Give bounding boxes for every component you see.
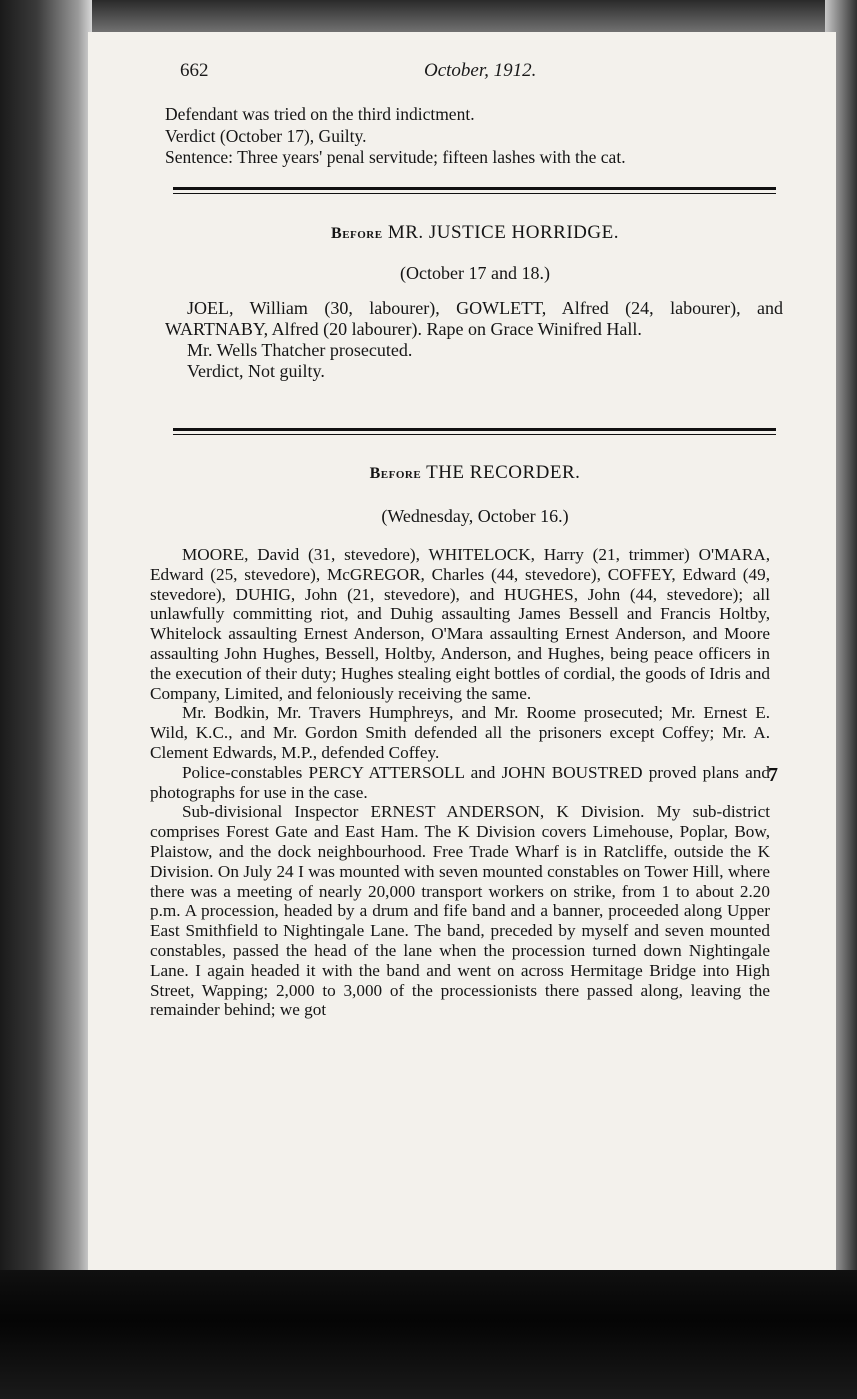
- case-paragraph-4: Sub-divisional Inspector ERNEST ANDERSON, K Division. My sub-district comprises Forest Gate and East Ham. The K Division covers Limehouse, Poplar, Bow, Plaistow, and the dock neighbourhood. Free Trade Wharf is in Ratcliffe, outside the K Division. On July 24 I was mounted with seven mounted constables on Tower Hill, where there was a meeting of nearly 20,000 transport workers on strike, from 1 to about 2.20 p.m. A procession, headed by a drum and fife band and a banner, proceeded along Upper East Smithfield to Nightingale Lane. The band, preceded by myself and seven mounted constables, passed the head of the lane when the procession turned down Nightingale Lane. I again headed it with the band and went on across Hermitage Bridge into High Street, Wapping; 2,000 to 3,000 of the processionists there passed along, leaving the remainder behind; we got: [150, 802, 770, 1020]
- case-joel: [165, 298, 783, 382]
- heading-title-2: THE RECORDER.: [426, 462, 581, 483]
- case-paragraph-2: Mr. Bodkin, Mr. Travers Humphreys, and Mr. Roome prosecuted; Mr. Ernest E. Wild, K.C., and Mr. Gordon Smith defended all the prisoners except Coffey; Mr. A. Clement Edwards, M.P., defended Coffey.: [150, 703, 770, 762]
- top-line-1: Defendant was tried on the third indictment.: [165, 104, 475, 124]
- margin-mark: 7: [768, 764, 778, 786]
- case-paragraph-1: MOORE, David (31, stevedore), WHITELOCK, Harry (21, trimmer) O'MARA, Edward (25, stevedore), McGREGOR, Charles (44, stevedore), COFFEY, Edward (49, stevedore), DUHIG, John (21, stevedore), and HUGHES, John (44, stevedore); all unlawfully committing riot, and Duhig assaulting James Bessell and Francis Holtby, Whitelock assaulting Ernest Anderson, O'Mara assaulting Ernest Anderson, and Moore assaulting John Hughes, Bessell, Holtby, Anderson, and Hughes, being peace officers in the execution of their duty; Hughes stealing eight bottles of cordial, the goods of Idris and Company, Limited, and feloniously receiving the same.: [150, 545, 770, 703]
- case-text: JOEL, William (30, labourer), GOWLETT, Alfred (24, labourer), and WARTNABY, Alfred (20 labourer). Rape on Grace Winifred Hall.: [165, 298, 783, 339]
- heading-prefix-2: Before: [369, 465, 422, 482]
- section-divider-thin-2: [173, 434, 776, 435]
- top-line-3: Sentence: Three years' penal servitude; fifteen lashes with the cat.: [165, 147, 626, 167]
- top-section: [165, 104, 785, 169]
- dateline-horridge: (October 17 and 18.): [400, 263, 550, 283]
- main-case-body: [150, 545, 770, 1020]
- running-head: October, 1912.: [424, 60, 537, 81]
- case-paragraph-3: Police-constables PERCY ATTERSOLL and JOHN BOUSTRED proved plans and photographs for use in the case.: [150, 762, 770, 802]
- page-header: [180, 60, 740, 90]
- scan-border-bottom: [0, 1270, 857, 1399]
- prosecution-line: Mr. Wells Thatcher prosecuted.: [187, 340, 413, 360]
- heading-prefix: Before: [331, 225, 383, 242]
- top-line-2: Verdict (October 17), Guilty.: [165, 125, 367, 146]
- heading-title: MR. JUSTICE HORRIDGE.: [387, 222, 619, 243]
- section-divider-double-2: [173, 428, 776, 431]
- section-heading-recorder: [165, 462, 785, 484]
- scan-border-top: [0, 0, 857, 36]
- section-divider-thin: [173, 193, 776, 194]
- scan-border-left: [0, 0, 92, 1399]
- dateline-recorder: (Wednesday, October 16.): [381, 506, 569, 526]
- section-heading-horridge: [165, 222, 785, 244]
- section-divider-double: [173, 187, 776, 190]
- verdict-line: Verdict, Not guilty.: [187, 361, 325, 381]
- page-number: 662: [180, 60, 209, 81]
